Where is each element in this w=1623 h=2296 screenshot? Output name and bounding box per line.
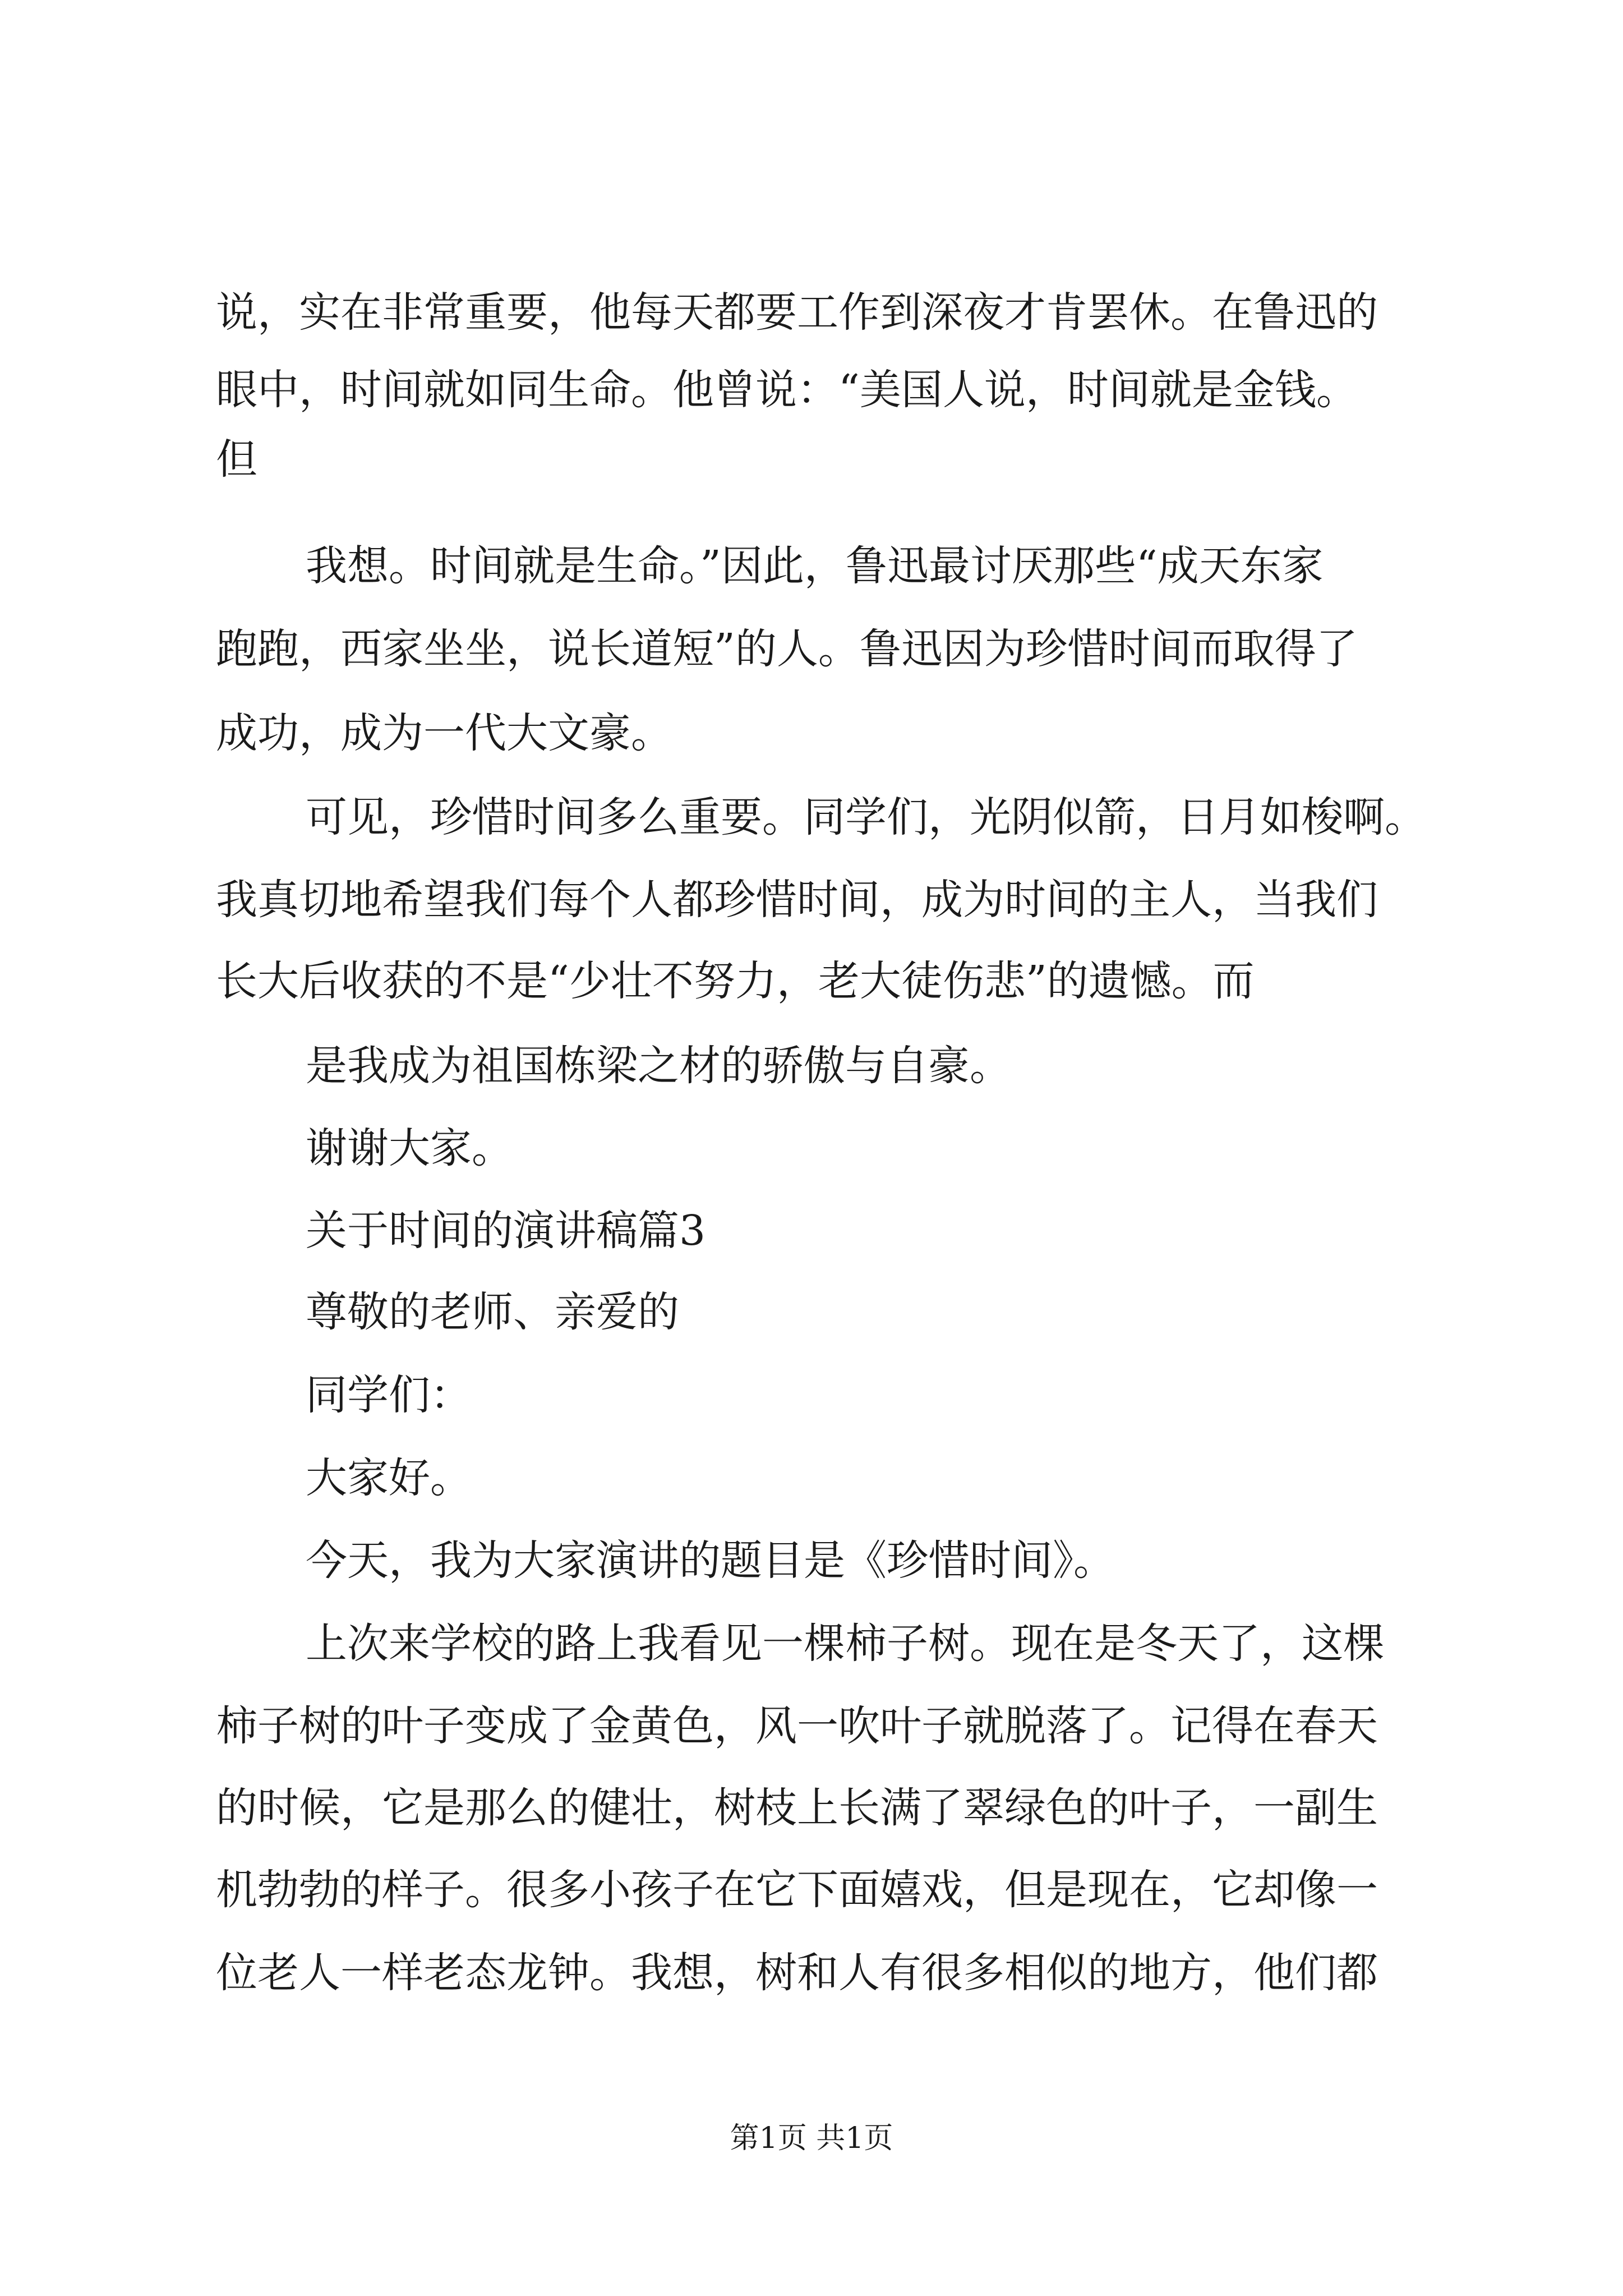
- text-line: 我真切地希望我们每个人都珍惜时间，成为时间的主人，当我们: [216, 876, 1378, 924]
- text-line: 的时候，它是那么的健壮，树枝上长满了翠绿色的叶子，一副生: [216, 1784, 1378, 1832]
- text-line: 长大后收获的不是“少壮不努力，老大徒伤悲”的遗憾。而: [216, 957, 1255, 1005]
- text-line: 机勃勃的样子。很多小孩子在它下面嬉戏，但是现在，它却像一: [216, 1866, 1378, 1914]
- text-line: 尊敬的老师、亲爱的: [306, 1288, 679, 1336]
- text-line: 眼中，时间就如同生命。他曾说：“美国人说，时间就是金钱。: [216, 366, 1358, 414]
- text-line: 柿子树的叶子变成了金黄色，风一吹叶子就脱落了。记得在春天: [216, 1702, 1378, 1750]
- text-line: 可见，珍惜时间多么重要。同学们，光阴似箭，日月如梭啊。: [306, 793, 1426, 841]
- text-line: 我想。时间就是生命。”因此，鲁迅最讨厌那些“成天东家: [306, 542, 1324, 590]
- text-line: 谢谢大家。: [306, 1124, 513, 1172]
- text-line: 今天，我为大家演讲的题目是《珍惜时间》。: [306, 1536, 1115, 1585]
- text-line: 位老人一样老态龙钟。我想，树和人有很多相似的地方，他们都: [216, 1949, 1378, 1997]
- page-footer: 第1页 共1页: [730, 2122, 893, 2155]
- text-line: 上次来学校的路上我看见一棵柿子树。现在是冬天了，这棵: [306, 1619, 1385, 1668]
- text-line: 是我成为祖国栋梁之材的骄傲与自豪。: [306, 1042, 1011, 1090]
- text-line: 成功，成为一代大文豪。: [216, 709, 672, 757]
- text-line: 关于时间的演讲稿篇3: [306, 1207, 706, 1255]
- text-line: 说，实在非常重要，他每天都要工作到深夜才肯罢休。在鲁迅的: [216, 288, 1378, 337]
- text-line: 跑跑，西家坐坐，说长道短”的人。鲁迅因为珍惜时间而取得了: [216, 625, 1358, 673]
- text-line: 同学们：: [306, 1371, 472, 1419]
- text-line: 但: [216, 435, 257, 484]
- text-line: 大家好。: [306, 1454, 472, 1502]
